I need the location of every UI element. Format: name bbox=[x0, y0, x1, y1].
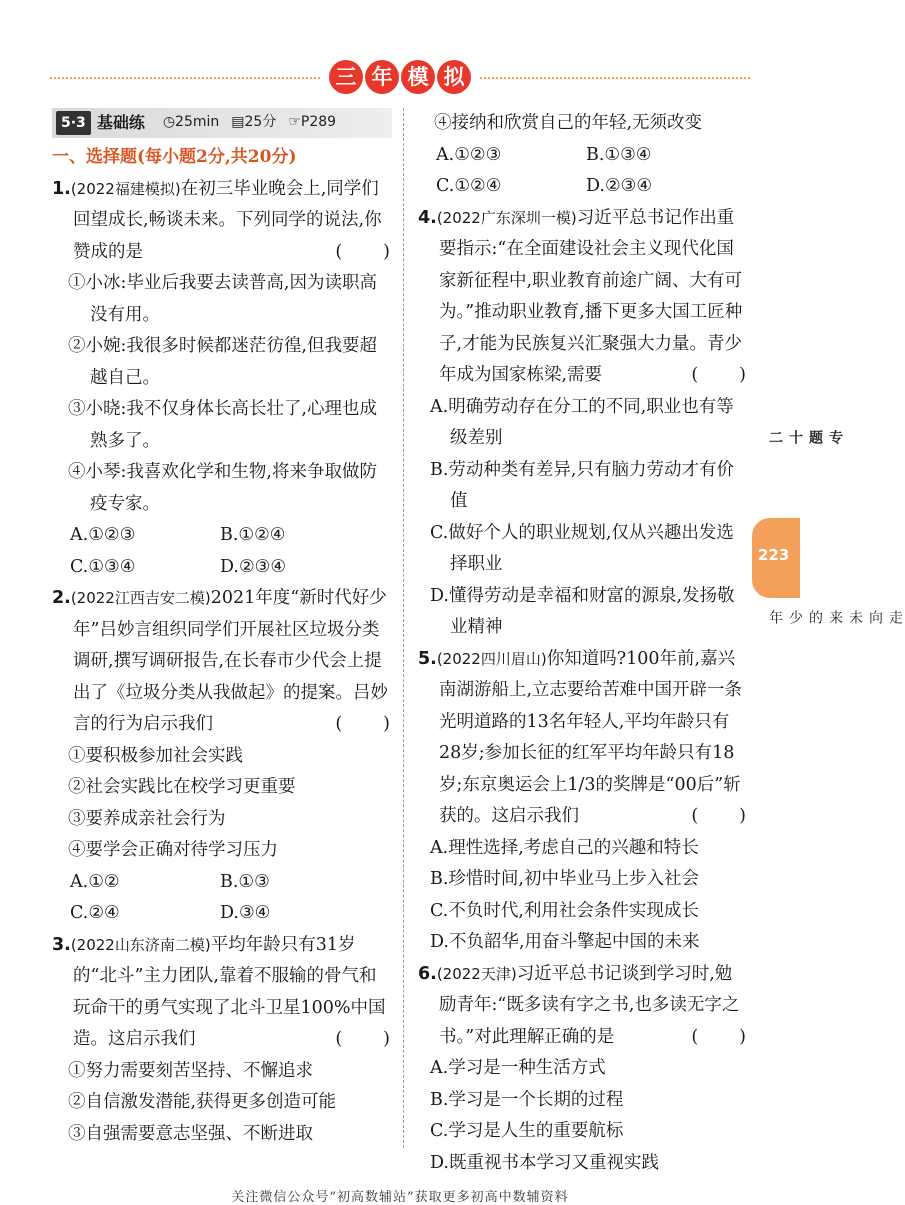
page-number-tab bbox=[752, 518, 800, 598]
section-logo: 5·3 bbox=[56, 111, 91, 135]
question-2 bbox=[52, 583, 392, 741]
option-c[interactable]: C.做好个人的职业规划,仅从兴趣出发选择职业 bbox=[430, 522, 734, 574]
brand-logo bbox=[325, 60, 475, 94]
question-3 bbox=[52, 930, 392, 1056]
answer-blank[interactable]: ( ) bbox=[691, 365, 748, 385]
statement: ④要学会正确对待学习压力 bbox=[68, 840, 278, 860]
statement: ②自信激发潜能,获得更多创造可能 bbox=[68, 1092, 337, 1112]
question-4 bbox=[418, 203, 748, 392]
option-c[interactable]: C.①②④ bbox=[436, 176, 502, 196]
part-title: 一、选择题(每小题2分,共20分) bbox=[52, 147, 297, 167]
option-b[interactable]: B.劳动种类有差异,只有脑力劳动才有价值 bbox=[430, 459, 734, 511]
header-dotted-line-right bbox=[480, 77, 750, 79]
option-c[interactable]: C.学习是人生的重要航标 bbox=[430, 1121, 624, 1141]
brand-char: 年 bbox=[365, 60, 399, 94]
header-dotted-line-left bbox=[50, 77, 320, 79]
question-number: 3. bbox=[52, 934, 71, 955]
option-a[interactable]: A.①② bbox=[70, 871, 120, 892]
column-divider bbox=[403, 108, 404, 1148]
question-stem: 2021年度“新时代好少年”吕妙言组织同学们开展社区垃圾分类调研,撰写调研报告,在长春市少代会上提出了《垃圾分类从我做起》的提案。吕妙言的行为启示我们 bbox=[73, 588, 388, 734]
brand-char: 模 bbox=[401, 60, 435, 94]
answer-blank[interactable]: ( ) bbox=[691, 1026, 748, 1047]
option-d[interactable]: D.②③④ bbox=[220, 556, 287, 577]
right-column bbox=[418, 108, 748, 1179]
page-header bbox=[50, 58, 750, 98]
question-stem: 你知道吗?100年前,嘉兴南湖游船上,立志要给苦难中国开辟一条光明道路的13名年轻人,平均年龄只有28岁;参加长征的红军平均年龄只有18岁;东京奥运会上1/3的奖牌是“00后”斩获的。这启示我们 bbox=[439, 648, 743, 826]
score-meta: ▤25分 bbox=[231, 114, 277, 131]
option-c[interactable]: C.①③④ bbox=[70, 556, 136, 577]
score-icon: ▤ bbox=[231, 114, 245, 131]
options bbox=[52, 867, 392, 930]
topic-label: 专题十二 bbox=[767, 430, 843, 445]
option-a[interactable]: A.学习是一种生活方式 bbox=[430, 1058, 606, 1078]
question-stem: 习近平总书记作出重要指示:“在全面建设社会主义现代化国家新征程中,职业教育前途广阔、大有可为。”推动职业教育,播下更多大国工匠种子,才能为民族复兴汇聚强大力量。青少年成为国家栋梁,需要 bbox=[439, 207, 743, 385]
time-meta: ◷25min bbox=[162, 114, 220, 131]
statement: ③小晓:我不仅身体长高长壮了,心理也成熟多了。 bbox=[68, 399, 377, 451]
question-source: (2022四川眉山) bbox=[436, 649, 547, 668]
option-b[interactable]: B.①③ bbox=[220, 871, 270, 892]
answer-ref: ☞P289 bbox=[288, 114, 337, 131]
statement: ①小冰:毕业后我要去读普高,因为读职高没有用。 bbox=[68, 273, 377, 325]
brand-char: 拟 bbox=[437, 60, 471, 94]
page-number: 223 bbox=[758, 546, 790, 564]
answer-blank[interactable]: ( ) bbox=[335, 1029, 392, 1049]
option-c[interactable]: C.不负时代,利用社会条件实现成长 bbox=[430, 900, 699, 921]
option-d[interactable]: D.不负韶华,用奋斗擎起中国的未来 bbox=[430, 932, 700, 952]
question-number: 1. bbox=[52, 178, 71, 199]
statement: ③要养成亲社会行为 bbox=[68, 808, 226, 829]
question-6 bbox=[418, 959, 748, 1054]
option-d[interactable]: D.既重视书本学习又重视实践 bbox=[430, 1152, 659, 1173]
left-column bbox=[52, 108, 392, 1150]
question-stem: 平均年龄只有31岁的“北斗”主力团队,靠着不服输的骨气和玩命干的勇气实现了北斗卫星100%中国造。这启示我们 bbox=[73, 934, 386, 1049]
section-title: 基础练 bbox=[96, 113, 145, 133]
question-5 bbox=[418, 644, 748, 833]
option-d[interactable]: D.③④ bbox=[220, 903, 271, 923]
option-a[interactable]: A.理性选择,考虑自己的兴趣和特长 bbox=[430, 837, 699, 858]
option-b[interactable]: B.①③④ bbox=[586, 144, 652, 165]
clock-icon: ◷ bbox=[162, 114, 176, 131]
question-number: 4. bbox=[418, 207, 437, 228]
question-source: (2022山东济南二模) bbox=[70, 935, 211, 954]
question-number: 2. bbox=[52, 588, 71, 608]
statement: ②社会实践比在校学习更重要 bbox=[68, 777, 296, 797]
question-1 bbox=[52, 174, 392, 269]
question-number: 6. bbox=[418, 963, 437, 984]
question-stem: 习近平总书记谈到学习时,勉励青年:“既多读有字之书,也多读无字之书。”对此理解正确的是 bbox=[439, 963, 740, 1047]
question-source: (2022福建模拟) bbox=[70, 179, 181, 198]
option-a[interactable]: A.①②③ bbox=[70, 525, 136, 545]
question-source: (2022江西吉安二模) bbox=[70, 589, 211, 607]
option-a[interactable]: A.①②③ bbox=[436, 144, 502, 165]
pointer-icon: ☞ bbox=[288, 114, 301, 131]
statement: ①要积极参加社会实践 bbox=[68, 745, 243, 766]
statement: ④小琴:我喜欢化学和生物,将来争取做防疫专家。 bbox=[68, 462, 377, 514]
options bbox=[418, 140, 748, 203]
option-c[interactable]: C.②④ bbox=[70, 903, 120, 923]
option-b[interactable]: B.①②④ bbox=[220, 525, 286, 545]
answer-blank[interactable]: ( ) bbox=[335, 714, 392, 734]
option-a[interactable]: A.明确劳动存在分工的不同,职业也有等级差别 bbox=[430, 396, 734, 448]
section-bar bbox=[52, 108, 392, 138]
option-d[interactable]: D.②③④ bbox=[586, 176, 653, 196]
question-source: (2022天津) bbox=[436, 964, 517, 983]
question-stem: 在初三毕业晚会上,同学们回望成长,畅谈未来。下列同学的说法,你赞成的是 bbox=[73, 178, 382, 262]
chapter-label: 走向未来的少年 bbox=[767, 610, 903, 625]
options bbox=[52, 520, 392, 583]
statement: ②小婉:我很多时候都迷茫彷徨,但我要超越自己。 bbox=[68, 336, 377, 388]
answer-blank[interactable]: ( ) bbox=[335, 241, 392, 262]
footer-note: 关注微信公众号“初高数辅站”获取更多初高中数辅资料 bbox=[231, 1190, 569, 1205]
question-number: 5. bbox=[418, 648, 437, 669]
statement: ③自强需要意志坚强、不断进取 bbox=[68, 1123, 313, 1144]
brand-char: 三 bbox=[329, 60, 363, 94]
question-source: (2022广东深圳一模) bbox=[436, 208, 577, 227]
statement: ①努力需要刻苦坚持、不懈追求 bbox=[68, 1060, 313, 1081]
option-d[interactable]: D.懂得劳动是幸福和财富的源泉,发扬敬业精神 bbox=[430, 585, 735, 637]
statement: ④接纳和欣赏自己的年轻,无须改变 bbox=[434, 113, 703, 133]
answer-blank[interactable]: ( ) bbox=[691, 806, 748, 826]
option-b[interactable]: B.珍惜时间,初中毕业马上步入社会 bbox=[430, 869, 699, 889]
option-b[interactable]: B.学习是一个长期的过程 bbox=[430, 1089, 624, 1110]
